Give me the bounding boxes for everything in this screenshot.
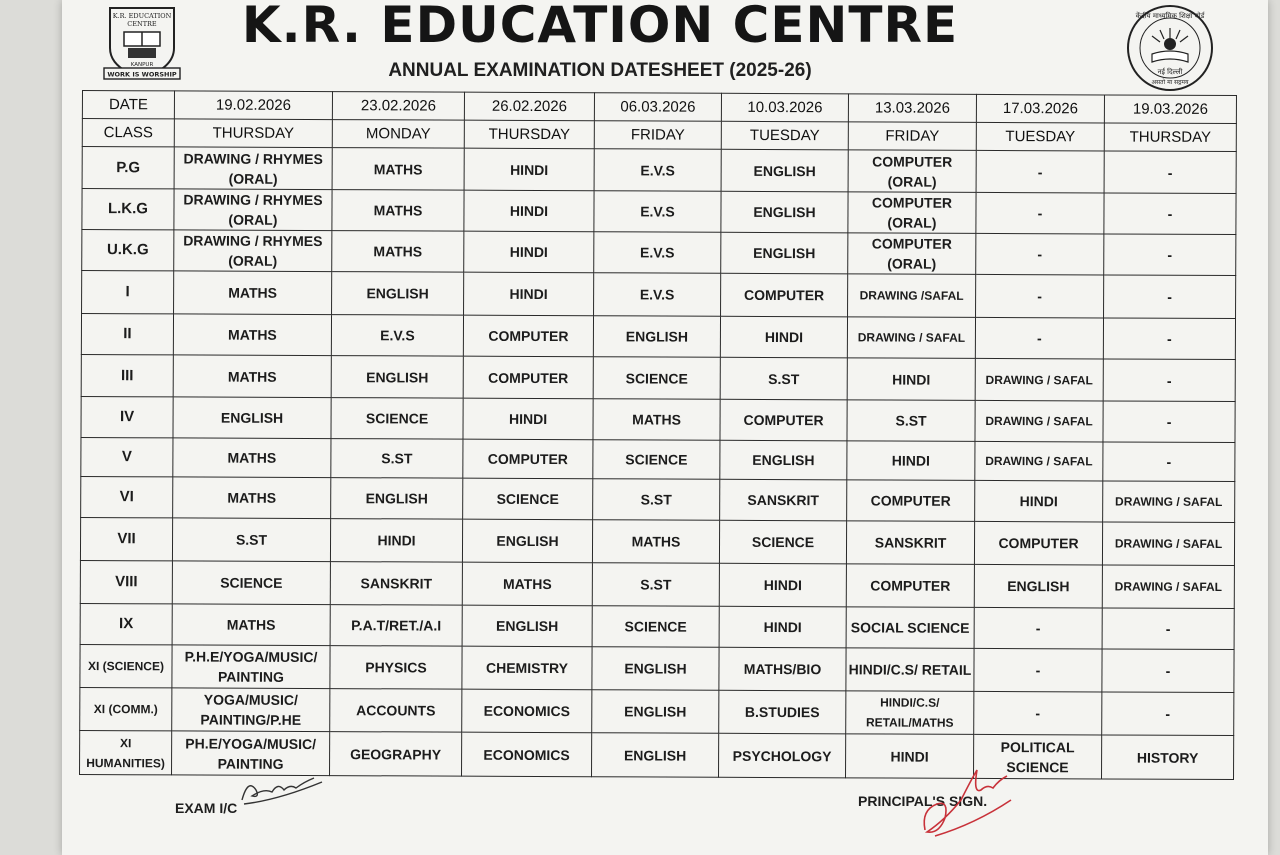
subject-cell: HINDI xyxy=(975,480,1103,522)
subject-cell: COMPUTER (ORAL) xyxy=(848,233,976,275)
subject-cell: HINDI xyxy=(463,398,593,440)
subject-cell: - xyxy=(1102,692,1234,736)
subject-cell: HINDI xyxy=(464,231,594,273)
subject-cell: - xyxy=(1104,193,1236,235)
class-row xyxy=(81,354,1235,401)
subject-cell: MATHS xyxy=(332,148,464,191)
subject-cell: S.ST xyxy=(331,439,463,479)
class-name-cell: V xyxy=(81,437,173,476)
subject-cell: ENGLISH xyxy=(331,356,463,399)
subject-cell: - xyxy=(1104,275,1236,319)
day-cell: THURSDAY xyxy=(1104,123,1236,152)
subject-cell: SCIENCE xyxy=(592,606,719,648)
subject-cell: MATHS xyxy=(173,438,331,478)
logo-motto: WORK IS WORSHIP xyxy=(107,70,177,79)
subject-cell: SOCIAL SCIENCE xyxy=(846,607,974,649)
subject-cell: HINDI xyxy=(719,563,846,607)
date-cell: 13.03.2026 xyxy=(848,94,976,123)
subject-cell: DRAWING / SAFAL xyxy=(1102,522,1234,566)
subject-cell: DRAWING / SAFAL xyxy=(1102,565,1234,609)
exam-ic-signature xyxy=(238,770,328,810)
subject-cell: - xyxy=(976,233,1104,275)
date-cell: 10.03.2026 xyxy=(721,93,848,122)
subject-cell: DRAWING /SAFAL xyxy=(848,274,976,318)
subject-cell: SCIENCE xyxy=(172,561,330,605)
class-row xyxy=(80,687,1234,735)
subject-cell: HINDI xyxy=(846,734,974,779)
subject-cell: MATHS xyxy=(172,604,330,646)
class-row xyxy=(81,396,1235,442)
subject-cell: HINDI xyxy=(847,358,975,401)
day-cell: TUESDAY xyxy=(976,122,1104,151)
subject-cell: HINDI xyxy=(330,519,462,563)
subject-cell: ECONOMICS xyxy=(462,689,592,733)
subject-cell: HINDI/C.S/ RETAIL/MATHS xyxy=(846,691,974,735)
class-row xyxy=(80,517,1234,565)
subject-cell: ENGLISH xyxy=(462,605,592,647)
subject-cell: SCIENCE xyxy=(463,478,593,520)
subject-cell: - xyxy=(1103,318,1235,360)
class-name-cell: XI (SCIENCE) xyxy=(80,644,172,687)
subject-cell: P.A.T/RET./A.I xyxy=(330,605,462,647)
subject-cell: ENGLISH xyxy=(331,478,463,520)
class-name-cell: VIII xyxy=(80,560,172,603)
subject-cell: MATHS xyxy=(173,355,331,398)
subject-cell: ECONOMICS xyxy=(462,732,592,777)
subject-cell: HINDI xyxy=(719,606,846,648)
date-cell: 19.03.2026 xyxy=(1104,95,1236,124)
subject-cell: ENGLISH xyxy=(592,733,719,778)
subject-cell: MATHS xyxy=(593,399,720,441)
subject-cell: S.ST xyxy=(172,518,330,562)
subject-cell: MATHS/BIO xyxy=(719,647,846,691)
subject-cell: DRAWING / RHYMES (ORAL) xyxy=(174,147,332,190)
subject-cell: - xyxy=(1102,608,1234,650)
subject-cell: MATHS xyxy=(592,520,719,564)
class-row xyxy=(82,189,1236,235)
subject-cell: ENGLISH xyxy=(592,690,719,734)
subject-cell: COMPUTER xyxy=(720,399,847,441)
subject-cell: SANSKRIT xyxy=(720,479,847,521)
subject-cell: ENGLISH xyxy=(721,149,848,192)
class-name-cell: XI HUMANITIES) xyxy=(80,730,172,774)
principal-sign-label: PRINCIPAL'S SIGN. xyxy=(858,793,988,809)
school-name: K.R. EDUCATION CENTRE xyxy=(241,0,959,54)
subject-cell: ENGLISH xyxy=(974,564,1102,608)
day-cell: THURSDAY xyxy=(464,120,594,149)
subject-cell: - xyxy=(1104,234,1236,276)
class-row xyxy=(81,476,1235,522)
datesheet-subtitle: ANNUAL EXAMINATION DATESHEET (2025-26) xyxy=(388,60,812,81)
class-name-cell: VI xyxy=(81,476,173,517)
subject-cell: MATHS xyxy=(462,562,592,606)
subject-cell: HINDI xyxy=(464,272,594,316)
subject-cell: DRAWING / SAFAL xyxy=(847,317,975,359)
subject-cell: COMPUTER xyxy=(721,273,848,317)
subject-cell: ENGLISH xyxy=(721,232,848,274)
subject-cell: - xyxy=(974,648,1102,692)
subject-cell: COMPUTER (ORAL) xyxy=(848,150,976,193)
class-row xyxy=(81,314,1235,360)
subject-cell: - xyxy=(1104,151,1236,194)
subject-cell: SCIENCE xyxy=(331,398,463,440)
day-cell: TUESDAY xyxy=(721,121,848,150)
subject-cell: MATHS xyxy=(173,477,331,519)
subject-cell: HINDI xyxy=(847,441,975,481)
subject-cell: PHYSICS xyxy=(330,646,462,690)
subject-cell: ENGLISH xyxy=(332,272,464,316)
subject-cell: - xyxy=(974,691,1102,735)
subject-cell: SANSKRIT xyxy=(330,562,462,606)
subject-cell: ENGLISH xyxy=(173,397,331,439)
class-name-cell: I xyxy=(82,271,174,314)
class-name-cell: IX xyxy=(80,603,172,644)
subject-cell: DRAWING / RHYMES (ORAL) xyxy=(174,189,332,231)
class-row xyxy=(80,644,1234,692)
subject-cell: COMPUTER (ORAL) xyxy=(848,192,976,234)
class-name-cell: U.K.G xyxy=(82,230,174,271)
subject-cell: - xyxy=(974,607,1102,649)
subject-cell: HINDI/C.S/ RETAIL xyxy=(846,648,974,692)
subject-cell: ENGLISH xyxy=(721,191,848,233)
logo-line-2: CENTRE xyxy=(127,20,157,28)
class-name-cell: L.K.G xyxy=(82,189,174,230)
subject-cell: DRAWING / SAFAL xyxy=(975,400,1103,442)
subject-cell: SCIENCE xyxy=(593,357,720,400)
subject-cell: P.H.E/YOGA/MUSIC/ PAINTING xyxy=(172,645,330,689)
subject-cell: HINDI xyxy=(464,190,594,232)
subject-cell: - xyxy=(1103,442,1235,482)
subject-cell: DRAWING / SAFAL xyxy=(975,358,1103,401)
day-cell: FRIDAY xyxy=(848,122,976,151)
subject-cell: - xyxy=(1103,359,1235,402)
subject-cell: - xyxy=(1102,649,1234,693)
subject-cell: PH.E/YOGA/MUSIC/ PAINTING xyxy=(172,731,330,776)
day-cell: THURSDAY xyxy=(174,119,332,148)
subject-cell: HISTORY xyxy=(1102,735,1234,780)
subject-cell: E.V.S xyxy=(594,273,721,317)
class-row xyxy=(82,147,1236,194)
logo-line-1: K.R. EDUCATION xyxy=(112,12,172,20)
subject-cell: - xyxy=(1103,401,1235,443)
day-cell: MONDAY xyxy=(332,120,464,149)
subject-cell: PSYCHOLOGY xyxy=(719,733,846,778)
subject-cell: ENGLISH xyxy=(592,647,719,691)
class-name-cell: IV xyxy=(81,396,173,437)
subject-cell: - xyxy=(976,274,1104,318)
logo-line-3: KANPUR xyxy=(130,62,154,68)
subject-cell: DRAWING / SAFAL xyxy=(975,441,1103,481)
subject-cell: HINDI xyxy=(720,316,847,358)
subject-cell: YOGA/MUSIC/ PAINTING/P.HE xyxy=(172,688,330,732)
class-name-cell: P.G xyxy=(82,147,174,189)
subject-cell: ENGLISH xyxy=(720,440,847,480)
subject-cell: - xyxy=(976,192,1104,234)
subject-cell: E.V.S xyxy=(594,149,721,192)
class-row xyxy=(82,271,1236,319)
seal-line-1: केंद्रीय माध्यमिक शिक्षा बोर्ड xyxy=(1135,12,1205,20)
subject-cell: SANSKRIT xyxy=(846,521,974,565)
date-cell: 17.03.2026 xyxy=(976,94,1104,123)
subject-cell: E.V.S xyxy=(594,191,721,233)
class-row xyxy=(81,437,1235,481)
class-name-cell: VII xyxy=(80,517,172,560)
subject-cell: ACCOUNTS xyxy=(330,689,462,733)
seal-line-3: असतो मा सद्गमय xyxy=(1151,79,1189,86)
subject-cell: E.V.S xyxy=(331,315,463,357)
subject-cell: ENGLISH xyxy=(462,519,592,563)
subject-cell: B.STUDIES xyxy=(719,690,846,734)
day-cell: FRIDAY xyxy=(594,121,721,150)
subject-cell: MATHS xyxy=(332,190,464,232)
class-name-cell: III xyxy=(81,354,173,396)
datesheet-table xyxy=(79,90,1237,780)
class-name-cell: II xyxy=(81,314,173,355)
subject-cell: HINDI xyxy=(464,148,594,191)
subject-cell: DRAWING / SAFAL xyxy=(1103,481,1235,523)
class-row xyxy=(80,560,1234,608)
seal-line-2: नई दिल्ली xyxy=(1157,68,1183,76)
subject-cell: POLITICAL SCIENCE xyxy=(974,734,1102,779)
subject-cell: COMPUTER xyxy=(974,521,1102,565)
subject-cell: COMPUTER xyxy=(463,439,593,479)
date-cell: 26.02.2026 xyxy=(464,92,594,121)
class-row xyxy=(82,230,1236,276)
subject-cell: SCIENCE xyxy=(593,440,720,480)
subject-cell: E.V.S xyxy=(594,232,721,274)
class-name-cell: XI (COMM.) xyxy=(80,687,172,730)
subject-cell: S.ST xyxy=(592,563,719,607)
subject-cell: COMPUTER xyxy=(846,564,974,608)
date-cell: 19.02.2026 xyxy=(174,91,332,120)
subject-cell: S.ST xyxy=(593,479,720,521)
class-row xyxy=(80,603,1234,649)
subject-cell: - xyxy=(975,317,1103,359)
subject-cell: MATHS xyxy=(332,231,464,273)
subject-cell: CHEMISTRY xyxy=(462,646,592,690)
subject-cell: S.ST xyxy=(847,400,975,442)
subject-cell: ENGLISH xyxy=(593,316,720,358)
date-cell: 06.03.2026 xyxy=(594,93,721,122)
class-label: CLASS xyxy=(82,119,174,147)
date-cell: 23.02.2026 xyxy=(332,92,464,121)
principal-signature xyxy=(915,760,1015,840)
subject-cell: COMPUTER xyxy=(463,356,593,399)
subject-cell: DRAWING / RHYMES (ORAL) xyxy=(174,230,332,272)
board-seal-logo xyxy=(1120,4,1220,94)
exam-ic-label: EXAM I/C xyxy=(175,800,238,816)
subject-cell: S.ST xyxy=(720,357,847,400)
date-label: DATE xyxy=(82,91,174,119)
subject-cell: COMPUTER xyxy=(463,315,593,357)
subject-cell: GEOGRAPHY xyxy=(330,732,462,777)
subject-cell: COMPUTER xyxy=(847,480,975,522)
subject-cell: SCIENCE xyxy=(719,520,846,564)
subject-cell: MATHS xyxy=(173,314,331,356)
subject-cell: MATHS xyxy=(174,271,332,315)
subject-cell: - xyxy=(976,150,1104,193)
